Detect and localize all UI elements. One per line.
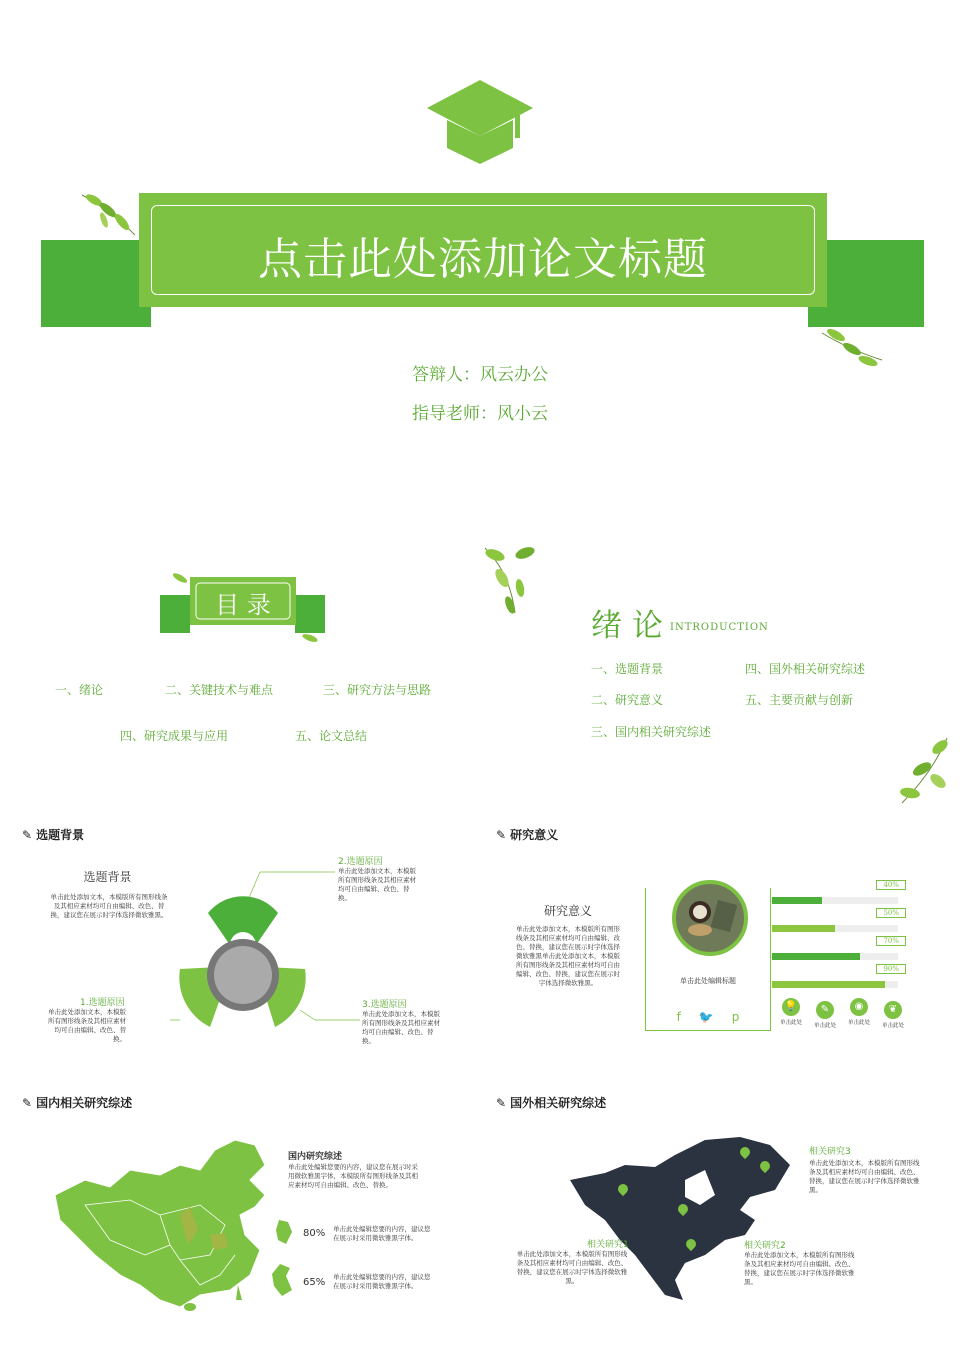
stat-2-value: 65% — [303, 1277, 326, 1288]
pencil-icon: ✎ — [22, 1095, 33, 1110]
reason-3-text: 单击此处添加文本，本模版所有图形线条及其相应素材均可自由编辑、改色、替换。 — [362, 1010, 440, 1045]
bar-track — [772, 953, 898, 960]
card-label[interactable]: 单击此处编辑标题 — [680, 977, 736, 985]
significance-text: 单击此处添加文本，本模版所有图形线条及其相应素材均可自由编辑、改色、替换，建议您在展示时字体选择微软雅黑单击此处添加文本，本模版所有图形线条及其相应素材均可自由编辑、改色、替换，建议您在展示时字体选择微软雅黑。 — [516, 925, 620, 987]
map-pin-icon[interactable] — [616, 1182, 630, 1196]
profile-photo — [672, 880, 748, 956]
feature-label: 单击此处 — [881, 1023, 904, 1029]
feature-label: 单击此处 — [779, 1020, 802, 1026]
reason-3-title: 3.选题原因 — [362, 1000, 407, 1010]
domestic-text: 单击此处编辑您要的内容，建议您在展示时采用微软雅黑字体，本模版所有图形线条及其相应素材均可自由编辑、改色、替换。 — [288, 1163, 418, 1189]
map-pin-icon[interactable] — [684, 1237, 698, 1251]
intro-subtitle: INTRODUCTION — [670, 622, 769, 633]
background-center-text: 单击此处添加文本，本模版所有图形线条及其相应素材均可自由编辑、改色、替换，建议您在展示时字体选择微软雅黑。 — [50, 893, 168, 919]
intro-item-4[interactable]: 四、国外相关研究综述 — [745, 662, 866, 676]
pencil-feature[interactable] — [809, 1001, 841, 1029]
reason-1-text: 单击此处添加文本，本模版所有图形线条及其相应素材均可自由编辑、改色、替换。 — [48, 1008, 126, 1043]
graduation-cap-icon — [425, 78, 535, 166]
leaf-decoration-icon — [892, 733, 954, 808]
significance-header — [496, 826, 558, 843]
background-header — [22, 826, 84, 843]
facebook-icon[interactable]: f — [676, 1010, 681, 1024]
progress-bars — [772, 880, 912, 995]
bar-track — [772, 897, 898, 904]
study-1-title: 相关研究1 — [587, 1240, 629, 1250]
domestic-title: 国内研究综述 — [288, 1152, 343, 1162]
bar-label: 50% — [876, 908, 906, 918]
toc-item-2[interactable]: 二、关键技术与难点 — [165, 683, 274, 697]
camera-icon: ◉ — [850, 998, 868, 1016]
toc-item-3[interactable]: 三、研究方法与思路 — [323, 683, 432, 697]
study-1-text: 单击此处添加文本，本模版所有图形线条及其相应素材均可自由编辑、改色、替换，建议您在展示时字体选择微软雅黑。 — [516, 1250, 628, 1285]
lightbulb-icon: 💡 — [782, 998, 800, 1016]
reason-1-title: 1.选题原因 — [80, 998, 125, 1008]
toc-title: 目 录 — [215, 591, 271, 619]
presenter-text: 答辩人：风云办公 — [412, 365, 548, 385]
study-3-title: 相关研究3 — [809, 1147, 851, 1157]
study-2-title: 相关研究2 — [744, 1241, 786, 1251]
feature-icons — [775, 998, 915, 1038]
cover-title[interactable]: 点击此处添加论文标题 — [258, 234, 708, 285]
leaf-feature[interactable] — [877, 1001, 909, 1029]
domestic-header-label: 国内相关研究综述 — [36, 1096, 133, 1110]
bar-label: 40% — [876, 880, 906, 890]
significance-title: 研究意义 — [543, 904, 592, 918]
twitter-icon[interactable]: 🐦 — [698, 1010, 714, 1024]
bar-track — [772, 925, 898, 932]
bar-fill — [772, 953, 860, 960]
pencil-icon: ✎ — [496, 1095, 507, 1110]
pencil-icon: ✎ — [22, 827, 33, 842]
province-icon — [274, 1218, 294, 1248]
advisor-text: 指导老师：风小云 — [412, 404, 548, 424]
stat-2-text: 单击此处编辑您要的内容，建议您在展示时采用微软雅黑字体。 — [333, 1273, 431, 1290]
intro-item-2[interactable]: 二、研究意义 — [591, 693, 664, 707]
bar-label: 70% — [876, 936, 906, 946]
background-header-label: 选题背景 — [36, 828, 85, 842]
bar-fill — [772, 897, 822, 904]
province-icon — [270, 1262, 294, 1298]
bar-fill — [772, 925, 835, 932]
foreign-header-label: 国外相关研究综述 — [510, 1096, 607, 1110]
reason-2-title: 2.选题原因 — [338, 857, 383, 867]
study-2-text: 单击此处添加文本，本模版所有图形线条及其相应素材均可自由编辑、改色、替换，建议您在展示时字体选择微软雅黑。 — [744, 1251, 855, 1286]
leaf-decoration-icon — [480, 543, 550, 618]
leaf-decoration-icon — [80, 190, 140, 240]
significance-header-label: 研究意义 — [510, 828, 559, 842]
intro-item-3[interactable]: 三、国内相关研究综述 — [591, 725, 712, 739]
pencil-icon: ✎ — [496, 827, 507, 842]
foreign-header — [496, 1094, 606, 1111]
map-pin-icon[interactable] — [738, 1145, 752, 1159]
china-map — [50, 1135, 280, 1315]
toc-item-4[interactable]: 四、研究成果与应用 — [120, 729, 229, 743]
ribbon-left-tail — [41, 240, 151, 327]
intro-title: 绪 论 — [591, 608, 663, 644]
background-center-title: 选题背景 — [83, 870, 132, 884]
stat-1-text: 单击此处编辑您要的内容，建议您在展示时采用微软雅黑字体。 — [333, 1225, 431, 1242]
bar-fill — [772, 981, 885, 988]
leaf-icon: ❦ — [884, 1001, 902, 1019]
reason-2-text: 单击此处添加文本，本模版所有图形线条及其相应素材均可自由编辑、改色、替换。 — [338, 867, 416, 902]
intro-item-5[interactable]: 五、主要贡献与创新 — [745, 693, 854, 707]
map-pin-icon[interactable] — [758, 1159, 772, 1173]
pinterest-icon[interactable]: p — [731, 1010, 740, 1024]
map-pin-icon[interactable] — [676, 1202, 690, 1216]
lightbulb-feature[interactable] — [775, 998, 807, 1026]
feature-label: 单击此处 — [813, 1023, 836, 1029]
bar-track — [772, 981, 898, 988]
pencil-icon: ✎ — [816, 1001, 834, 1019]
camera-feature[interactable] — [843, 998, 875, 1026]
domestic-header — [22, 1094, 132, 1111]
intro-item-1[interactable]: 一、选题背景 — [591, 662, 664, 676]
study-3-text: 单击此处添加文本，本模版所有图形线条及其相应素材均可自由编辑、改色、替换，建议您在展示时字体选择微软雅黑。 — [809, 1159, 920, 1194]
toc-item-1[interactable]: 一、绪论 — [55, 683, 104, 697]
stat-1-value: 80% — [303, 1228, 326, 1239]
feature-label: 单击此处 — [847, 1020, 870, 1026]
bar-label: 90% — [876, 964, 906, 974]
social-icons — [645, 1010, 771, 1024]
toc-item-5[interactable]: 五、论文总结 — [295, 729, 368, 743]
